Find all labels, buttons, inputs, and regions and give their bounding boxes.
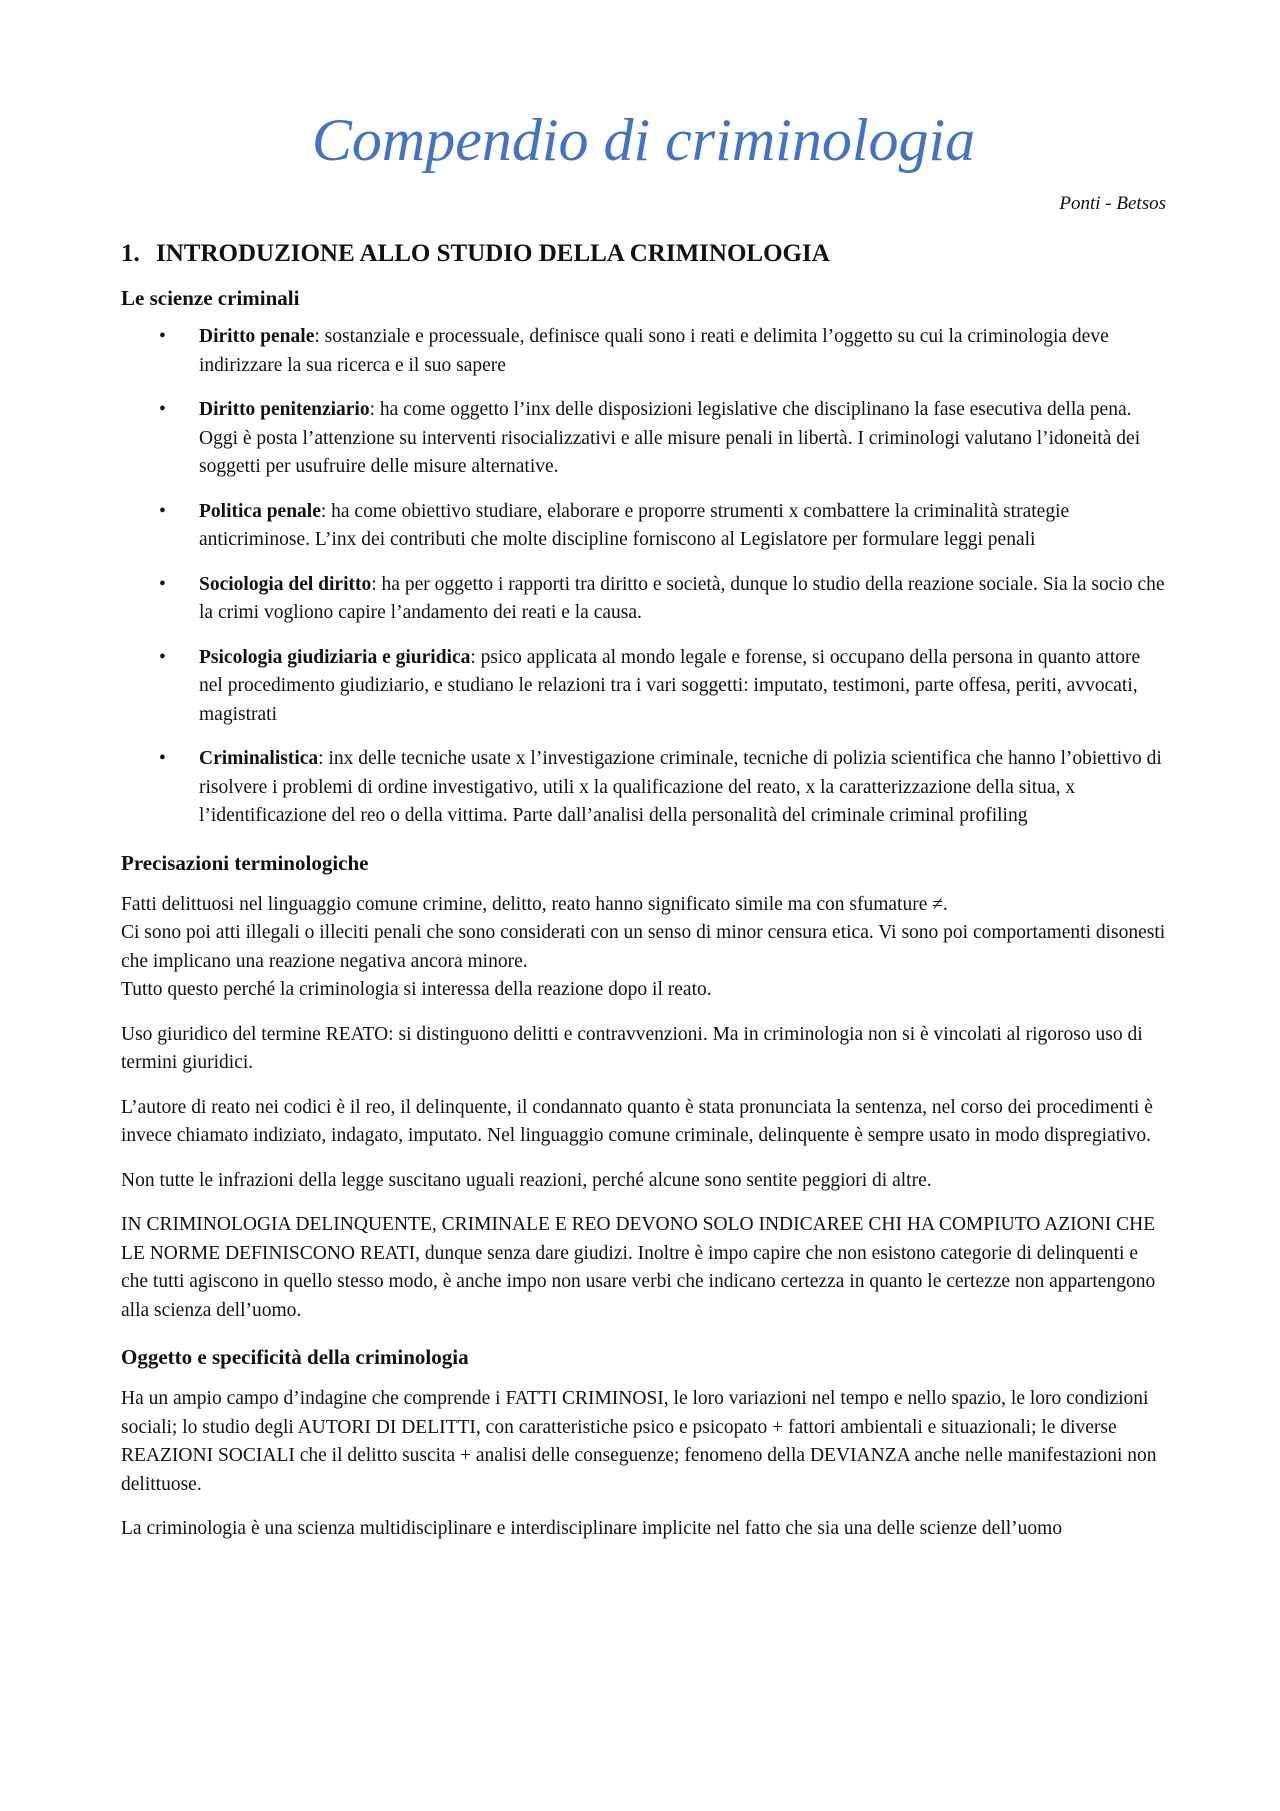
document-title: Compendio di criminologia: [311, 107, 976, 173]
document-page: [121, 0, 1166, 1544]
list-item: [121, 396, 1166, 482]
section-heading-precisazioni-terminologiche: Precisazioni terminologiche: [121, 850, 369, 875]
list-item-text: : inx delle tecniche usate x l’investigazione criminale, tecniche di polizia scientifica che hanno l’obiettivo di risolvere i problemi di ordine investigativo, utili x la qualificazione del reato, x la caratterizzazione della situa, x l’identificazione del reo o della vittima. Parte dall’analisi della personalità del criminale criminal profiling: [199, 748, 1162, 826]
paragraph-fatti-delittuosi: [121, 891, 1166, 1005]
bullet-icon: •: [159, 748, 166, 769]
list-item-term: Sociologia del diritto: [199, 573, 372, 595]
paragraph-in-criminologia: IN CRIMINOLOGIA DELINQUENTE, CRIMINALE E REO DEVONO SOLO INDICAREE CHI HA COMPIUTO AZIONI CHE LE NORME DEFINISCONO REATI, dunque senza dare giudizi. Inoltre è impo capire che non esistono categorie di delinquenti e che tutti agiscono in quello stesso modo, è anche impo non usare verbi che indicano certezza in quanto le certezze non appartengono alla scienza dell’uomo.: [121, 1214, 1156, 1321]
chapter-number: 1.: [121, 240, 140, 267]
paragraph-campo-indagine: Ha un ampio campo d’indagine che comprende i FATTI CRIMINOSI, le loro variazioni nel tempo e nello spazio, le loro condizioni sociali; lo studio degli AUTORI DI DELITTI, con caratteristiche psico e psicopato + fattori ambientali e situazionali; le diverse REAZIONI SOCIALI che il delitto suscita + analisi delle conseguenze; fenomeno della DEVIANZA anche nelle manifestazioni non delittuose.: [121, 1388, 1157, 1495]
list-item-term: Criminalistica: [199, 748, 319, 769]
list-item: [121, 571, 1166, 628]
paragraph-line: Tutto questo perché la criminologia si interessa della reazione dopo il reato.: [121, 979, 712, 1000]
bullet-icon: •: [159, 326, 166, 347]
list-item: [121, 745, 1166, 831]
list-item-text: : ha come oggetto l’inx delle disposizioni legislative che disciplinano la fase esecutiva della pena. Oggi è posta l’attenzione su interventi risocializzativi e alle misure penali in libertà. I criminologi valutano l’idoneità dei soggetti per usufruire delle misure alternative.: [199, 399, 1141, 477]
paragraph-infrazioni: Non tutte le infrazioni della legge suscitano uguali reazioni, perché alcune sono sentite peggiori di altre.: [121, 1169, 932, 1191]
list-item-term: Politica penale: [199, 500, 321, 522]
list-item-text: : sostanziale e processuale, definisce quali sono i reati e delimita l’oggetto su cui la criminologia deve indirizzare la sua ricerca e il suo sapere: [199, 326, 1109, 376]
list-item-text: : psico applicata al mondo legale e forense, si occupano della persona in quanto attore nel procedimento giudiziario, e studiano le relazioni tra i vari soggetti: imputato, testimoni, parte offesa, periti, avvocati, magistrati: [199, 646, 1141, 725]
list-item-text: : ha per oggetto i rapporti tra diritto e società, dunque lo studio della reazione sociale. Sia la socio che la crimi vogliono capire l’andamento dei reati e la causa.: [199, 573, 1165, 623]
paragraph-multidisciplinare: La criminologia è una scienza multidisciplinare e interdisciplinare implicite nel fatto che sia una delle scienze dell’uomo: [121, 1518, 1063, 1539]
paragraph-uso-giuridico: Uso giuridico del termine REATO: si distinguono delitti e contravvenzioni. Ma in criminologia non si è vincolati al rigoroso uso di termini giuridici.: [121, 1023, 1143, 1073]
bullet-icon: •: [159, 500, 166, 522]
list-item-term: Diritto penale: [199, 326, 315, 347]
list-item-term: Diritto penitenziario: [199, 399, 370, 420]
bullet-icon: •: [159, 573, 166, 595]
chapter-title: INTRODUZIONE ALLO STUDIO DELLA CRIMINOLOGIA: [156, 240, 830, 267]
list-item: [121, 644, 1166, 730]
bullet-icon: •: [159, 399, 166, 420]
section-heading-scienze-criminali: Le scienze criminali: [121, 286, 300, 310]
scienze-criminali-list: [121, 323, 1166, 831]
paragraph-line: Fatti delittuosi nel linguaggio comune crimine, delitto, reato hanno significato simile ma con sfumature ≠.: [121, 893, 948, 915]
bullet-icon: •: [159, 646, 166, 668]
section-heading-oggetto-specificita: Oggetto e specificità della criminologia: [121, 1345, 469, 1369]
chapter-heading: [121, 238, 1166, 270]
list-item: [121, 498, 1166, 555]
list-item-text: : ha come obiettivo studiare, elaborare e proporre strumenti x combattere la criminalità strategie anticriminose. L’inx dei contributi che molte discipline forniscono al Legislatore per formulare leggi penali: [199, 500, 1070, 550]
document-authors: Ponti - Betsos: [1059, 193, 1166, 214]
list-item-term: Psicologia giudiziaria e giuridica: [199, 646, 471, 668]
list-item: [121, 323, 1166, 380]
paragraph-line: Ci sono poi atti illegali o illeciti penali che sono considerati con un senso di minor censura etica. Vi sono poi comportamenti disonesti che implicano una reazione negativa ancora minore.: [121, 922, 1166, 972]
paragraph-autore-di-reato: L’autore di reato nei codici è il reo, il delinquente, il condannato quanto è stata pronunciata la sentenza, nel corso dei procedimenti è invece chiamato indiziato, indagato, imputato. Nel linguaggio comune criminale, delinquente è sempre usato in modo dispregiativo.: [121, 1096, 1153, 1146]
